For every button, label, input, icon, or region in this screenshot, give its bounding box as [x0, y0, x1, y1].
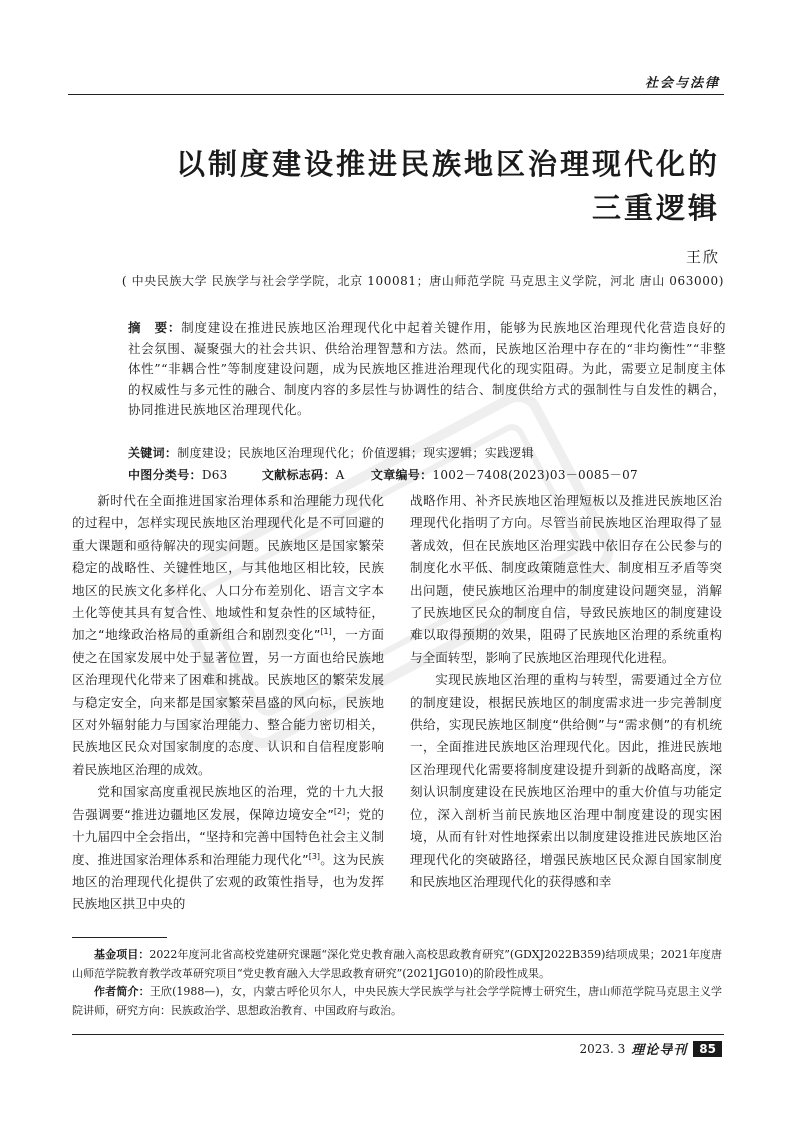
abstract: [128, 318, 726, 421]
keywords-text: 制度建设；民族地区治理现代化；价值逻辑；现实逻辑；实践逻辑: [177, 446, 534, 460]
journal-name: 理论导刊: [631, 1043, 688, 1058]
footer-rule: [72, 1034, 724, 1035]
abstract-text: 制度建设在推进民族地区治理现代化中起着关键作用，能够为民族地区治理现代化营造良好的社会氛围、凝聚强大的社会共识、供给治理智慧和方法。然而，民族地区治理中存在的“非均衡性”“非整体性”“非耦合性”等制度建设问题，成为民族地区推进治理现代化的现实阻碍。为此，需要立足制度主体的权威性与多元性的融合、制度内容的多层性与协调性的结合、制度供给方式的强制性与自发性的耦合，协同推进民族地区治理现代化。: [128, 320, 727, 417]
issue-number: 2023. 3: [579, 1041, 626, 1056]
header-rule: [68, 94, 724, 95]
body-paragraph-2: 党和国家高度重视民族地区的治理，党的十九大报告强调要“推进边疆地区发展，保障边境安全”[2]；党的十九届四中全会指出，“坚持和完善中国特色社会主义制度、推进国家治理体系和治理能力现代化”[3]。这为民族地区的治理现代化提供了宏观的政策性指导，也为发挥民族地区拱卫中央的: [72, 784, 385, 912]
footnote-rule: [72, 937, 167, 938]
doc-code-value: A: [335, 468, 345, 482]
author-affiliation: ( 中央民族大学 民族学与社会学学院，北京 100081；唐山师范学院 马克思主义学院，河北 唐山 063000): [121, 274, 724, 288]
page-number: 85: [693, 1041, 722, 1057]
article-title-line-1: 以制度建设推进民族地区治理现代化的: [175, 147, 720, 181]
body-column-left: [72, 490, 384, 916]
body-paragraph-1: 新时代在全面推进国家治理体系和治理能力现代化的过程中，怎样实现民族地区治理现代化是不可回避的重大课题和亟待解决的现实问题。民族地区是国家繁荣稳定的战略性、关键性地区，与其他地区相比较，民族地区的民族文化多样化、人口分布差别化、语言文字本土化等使其具有复合性、地域性和复杂性的区域特征，加之“地缘政治格局的重新组合和剧烈变化”[1]，一方面使之在国家发展中处于显著位置，另一方面也给民族地区治理现代化带来了困难和挑战。民族地区的繁荣发展与稳定安全，向来都是国家繁荣昌盛的风向标，民族地区对外辐射能力与国家治理能力、整合能力密切相关，民族地区民众对国家制度的态度、认识和自信程度影响着民族地区治理的成效。: [72, 493, 384, 777]
author-note: 作者简介：王欣(1988—)，女，内蒙古呼伦贝尔人，中央民族大学民族学与社会学学院博士研究生，唐山师范学院马克思主义学院讲师，研究方向：民族政治学、思想政治教育、中国政府与政治。: [72, 985, 722, 1017]
article-no-label: 文章编号：: [370, 468, 433, 482]
classification-line: [128, 466, 638, 483]
keywords: [128, 444, 534, 461]
keywords-label: 关键词：: [128, 446, 178, 460]
page-footer: [579, 1039, 722, 1058]
footnotes: [72, 946, 722, 1020]
article-no-value: 1002－7408(2023)03－0085－07: [432, 468, 638, 482]
abstract-label: 摘 要：: [128, 320, 182, 335]
body-column-right: [410, 490, 722, 893]
citation-ref: [3]: [308, 851, 321, 861]
clc-value: D63: [201, 468, 228, 482]
author-name: 王欣: [685, 248, 720, 266]
article-title-line-2: 三重逻辑: [591, 191, 720, 225]
body-paragraph-3: 战略作用、补齐民族地区治理短板以及推进民族地区治理现代化指明了方向。尽管当前民族地区治理取得了显著成效，但在民族地区治理实践中依旧存在公民参与的制度化水平低、制度政策随意性大、制度相互矛盾等突出问题，使民族地区治理中的制度建设问题突显，消解了民族地区民众的制度自信，导致民族地区的制度建设难以取得预期的效果，阻碍了民族地区治理的系统重构与全面转型，影响了民族地区治理现代化进程。: [410, 493, 722, 665]
citation-ref: [2]: [333, 806, 346, 816]
fund-note: 基金项目：2022年度河北省高校党建研究课题“深化党史教育融入高校思政教育研究”(GDXJ2022B359)结项成果；2021年度唐山师范学院教育教学改革研究项目“党史教育融入大学思政教育研究”(2021JG010)的阶段性成果。: [72, 948, 722, 980]
doc-code-label: 文献标志码：: [261, 468, 336, 482]
clc-label: 中图分类号：: [128, 468, 202, 482]
section-label: 社会与法律: [644, 76, 720, 91]
citation-ref: [1]: [320, 627, 332, 637]
body-paragraph-4: 实现民族地区治理的重构与转型，需要通过全方位的制度建设，根据民族地区的制度需求进一步完善制度供给，实现民族地区制度“供给侧”与“需求侧”的有机统一，全面推进民族地区治理现代化。因此，推进民族地区治理现代化需要将制度建设提升到新的战略高度，深刻认识制度建设在民族地区治理中的重大价值与功能定位，深入剖析当前民族地区治理中制度建设的现实困境，从而有针对性地探索出以制度建设推进民族地区治理现代化的突破路径，增强民族地区民众源自国家制度和民族地区治理现代化的获得感和幸: [410, 672, 722, 889]
